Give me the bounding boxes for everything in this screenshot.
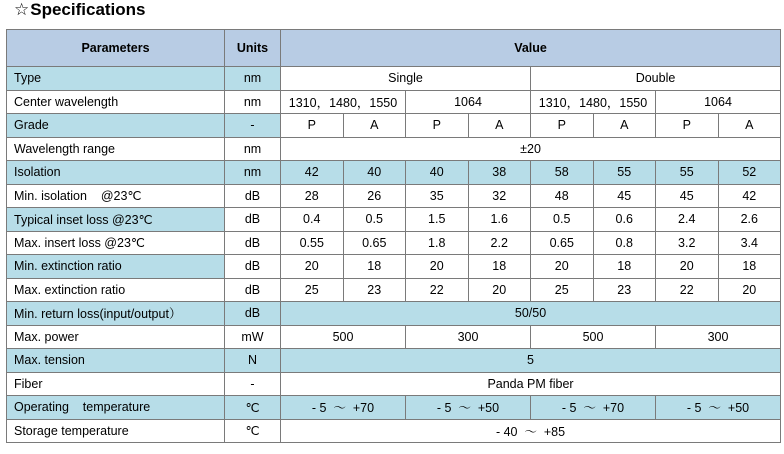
value-cell: 300	[656, 325, 781, 349]
value-cell: 25	[531, 278, 594, 302]
value-cell: 25	[281, 278, 344, 302]
unit-cell: dB	[225, 231, 281, 255]
value-cell: 35	[406, 184, 469, 208]
value-cell: 18	[593, 255, 656, 279]
header-value: Value	[281, 30, 781, 67]
value-cell: - 40 ～ +85	[281, 419, 781, 443]
page-title	[14, 0, 146, 22]
value-cell: 20	[406, 255, 469, 279]
table-row-operating-temperature	[7, 396, 781, 420]
specifications-table	[6, 29, 781, 443]
value-cell: 1310，1480，1550	[281, 90, 406, 114]
param-cell: Fiber	[7, 372, 225, 396]
unit-cell: dB	[225, 278, 281, 302]
value-cell: 18	[343, 255, 406, 279]
unit-cell: -	[225, 114, 281, 138]
unit-cell: nm	[225, 137, 281, 161]
value-cell: 1.5	[406, 208, 469, 232]
value-cell: 23	[593, 278, 656, 302]
star-icon: ☆	[14, 0, 30, 19]
value-cell: 1310，1480，1550	[531, 90, 656, 114]
value-cell: 18	[718, 255, 781, 279]
value-cell: A	[343, 114, 406, 138]
unit-cell: N	[225, 349, 281, 373]
param-cell: Wavelength range	[7, 137, 225, 161]
param-cell: Type	[7, 67, 225, 91]
value-cell: 42	[281, 161, 344, 185]
value-cell: 22	[656, 278, 719, 302]
value-cell-single: Single	[281, 67, 531, 91]
value-cell: P	[531, 114, 594, 138]
value-cell: 1.8	[406, 231, 469, 255]
value-cell: 0.65	[343, 231, 406, 255]
value-cell: P	[281, 114, 344, 138]
unit-cell: nm	[225, 161, 281, 185]
value-cell: 500	[531, 325, 656, 349]
value-cell: 26	[343, 184, 406, 208]
value-cell: 300	[406, 325, 531, 349]
table-row-max-tension	[7, 349, 781, 373]
value-cell: 45	[593, 184, 656, 208]
value-cell: 55	[656, 161, 719, 185]
table-row-max-insert-loss	[7, 231, 781, 255]
value-cell: Panda PM fiber	[281, 372, 781, 396]
value-cell: P	[656, 114, 719, 138]
table-row-min-extinction-ratio	[7, 255, 781, 279]
param-cell: Max. insert loss @23℃	[7, 231, 225, 255]
table-row-fiber	[7, 372, 781, 396]
header-parameters: Parameters	[7, 30, 225, 67]
unit-cell: dB	[225, 208, 281, 232]
param-cell: Max. extinction ratio	[7, 278, 225, 302]
unit-cell: -	[225, 372, 281, 396]
value-cell: 0.5	[531, 208, 594, 232]
value-cell: 23	[343, 278, 406, 302]
param-cell: Min. isolation @23℃	[7, 184, 225, 208]
param-cell: Storage temperature	[7, 419, 225, 443]
header-units: Units	[225, 30, 281, 67]
value-cell: 0.65	[531, 231, 594, 255]
value-cell: 1064	[656, 90, 781, 114]
value-cell: 0.8	[593, 231, 656, 255]
unit-cell: nm	[225, 67, 281, 91]
param-cell: Min. return loss(input/output）	[7, 302, 225, 326]
value-cell: - 5 ～ +70	[281, 396, 406, 420]
param-cell: Max. power	[7, 325, 225, 349]
value-cell: A	[718, 114, 781, 138]
unit-cell: dB	[225, 184, 281, 208]
value-cell: - 5 ～ +50	[656, 396, 781, 420]
param-cell: Typical inset loss @23℃	[7, 208, 225, 232]
unit-cell: mW	[225, 325, 281, 349]
value-cell: A	[468, 114, 531, 138]
value-cell: 1064	[406, 90, 531, 114]
value-cell: 500	[281, 325, 406, 349]
param-cell: Isolation	[7, 161, 225, 185]
value-cell: 58	[531, 161, 594, 185]
value-cell: 2.2	[468, 231, 531, 255]
value-cell: 1.6	[468, 208, 531, 232]
value-cell: - 5 ～ +50	[406, 396, 531, 420]
value-cell: 28	[281, 184, 344, 208]
value-cell: 40	[406, 161, 469, 185]
unit-cell: ℃	[225, 419, 281, 443]
value-cell: 20	[718, 278, 781, 302]
value-cell: 2.6	[718, 208, 781, 232]
unit-cell: ℃	[225, 396, 281, 420]
table-row-max-power	[7, 325, 781, 349]
table-row-center-wavelength	[7, 90, 781, 114]
value-cell: 42	[718, 184, 781, 208]
param-cell: Max. tension	[7, 349, 225, 373]
table-row-typical-insert-loss	[7, 208, 781, 232]
table-row-wavelength-range	[7, 137, 781, 161]
table-row-storage-temperature	[7, 419, 781, 443]
value-cell: ±20	[281, 137, 781, 161]
value-cell: 2.4	[656, 208, 719, 232]
value-cell: 22	[406, 278, 469, 302]
value-cell: 50/50	[281, 302, 781, 326]
value-cell: 20	[468, 278, 531, 302]
table-row-max-extinction-ratio	[7, 278, 781, 302]
value-cell: 0.4	[281, 208, 344, 232]
param-cell: Min. extinction ratio	[7, 255, 225, 279]
header-row	[7, 30, 781, 67]
param-cell: Grade	[7, 114, 225, 138]
value-cell: 32	[468, 184, 531, 208]
value-cell: 55	[593, 161, 656, 185]
value-cell: 38	[468, 161, 531, 185]
value-cell: 20	[531, 255, 594, 279]
value-cell: - 5 ～ +70	[531, 396, 656, 420]
unit-cell: dB	[225, 302, 281, 326]
value-cell: 48	[531, 184, 594, 208]
value-cell: 0.5	[343, 208, 406, 232]
table-row-isolation	[7, 161, 781, 185]
unit-cell: dB	[225, 255, 281, 279]
table-row-grade	[7, 114, 781, 138]
value-cell: 40	[343, 161, 406, 185]
value-cell: 20	[281, 255, 344, 279]
value-cell: 5	[281, 349, 781, 373]
value-cell: 3.4	[718, 231, 781, 255]
value-cell: 20	[656, 255, 719, 279]
value-cell: A	[593, 114, 656, 138]
title-text: Specifications	[30, 0, 146, 19]
table-row-min-isolation	[7, 184, 781, 208]
value-cell: 18	[468, 255, 531, 279]
value-cell: 45	[656, 184, 719, 208]
value-cell: P	[406, 114, 469, 138]
param-cell: Operating temperature	[7, 396, 225, 420]
param-cell: Center wavelength	[7, 90, 225, 114]
value-cell-double: Double	[531, 67, 781, 91]
table-row-type	[7, 67, 781, 91]
value-cell: 0.6	[593, 208, 656, 232]
table-row-min-return-loss	[7, 302, 781, 326]
value-cell: 52	[718, 161, 781, 185]
value-cell: 0.55	[281, 231, 344, 255]
unit-cell: nm	[225, 90, 281, 114]
value-cell: 3.2	[656, 231, 719, 255]
